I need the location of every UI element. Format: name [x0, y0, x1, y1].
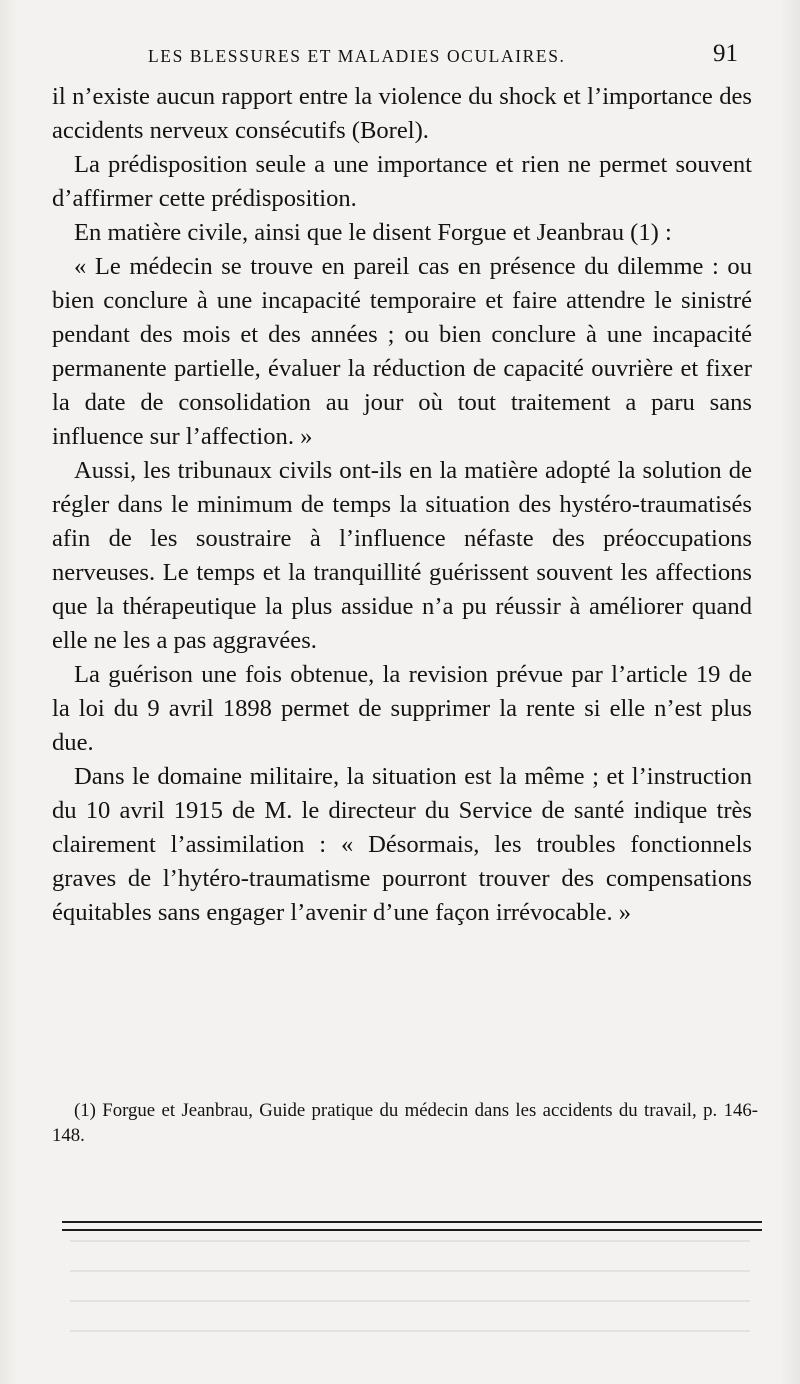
page-number: 91 [713, 40, 738, 67]
running-title: LES BLESSURES ET MALADIES OCULAIRES. [148, 46, 566, 66]
bleed-through-shadow [70, 1240, 750, 1340]
paragraph: La prédisposition seule a une importance et rien ne permet souvent d’affirmer cette prédisposition. [52, 151, 752, 212]
bottom-rule [62, 1221, 762, 1223]
paragraph: La guérison une fois obtenue, la revision prévue par l’article 19 de la loi du 9 avril 1898 permet de supprimer la rente si elle n’est plus due. [52, 661, 752, 756]
body-text [52, 80, 752, 930]
footnote-text: (1) Forgue et Jeanbrau, Guide pratique du médecin dans les accidents du travail, p. 146-148. [52, 1100, 758, 1146]
paragraph: Aussi, les tribunaux civils ont-ils en la matière adopté la solution de régler dans le minimum de temps la situation des hystéro-traumatisés afin de les soustraire à l’influence néfaste des préoccupations nerveuses. Le temps et la tranquillité guérissent souvent les affections que la thérapeutique la plus assidue n’a pu réussir à améliorer quand elle ne les a pas aggravées. [52, 457, 752, 654]
bottom-rule-thin [62, 1229, 762, 1231]
page-header [148, 40, 738, 74]
footnote [52, 1098, 758, 1148]
paragraph: Dans le domaine militaire, la situation est la même ; et l’instruction du 10 avril 1915 de M. le directeur du Service de santé indique très clairement l’assimilation : « Désormais, les troubles fonctionnels graves de l’hytéro-traumatisme pourront trouver des compensations équitables sans engager l’avenir d’une façon irrévocable. » [52, 763, 752, 926]
paragraph: En matière civile, ainsi que le disent Forgue et Jeanbrau (1) : [74, 219, 672, 246]
quotation-paragraph: « Le médecin se trouve en pareil cas en présence du dilemme : ou bien conclure à une incapacité temporaire et faire attendre le sinistré pendant des mois et des années ; ou bien conclure à une incapacité permanente partielle, évaluer la réduction de capacité ouvrière et fixer la date de consolidation au jour où tout traitement a paru sans influence sur l’affection. » [52, 253, 752, 450]
paragraph-continuation: il n’existe aucun rapport entre la violence du shock et l’importance des accidents nerveux consécutifs (Borel). [52, 83, 752, 144]
